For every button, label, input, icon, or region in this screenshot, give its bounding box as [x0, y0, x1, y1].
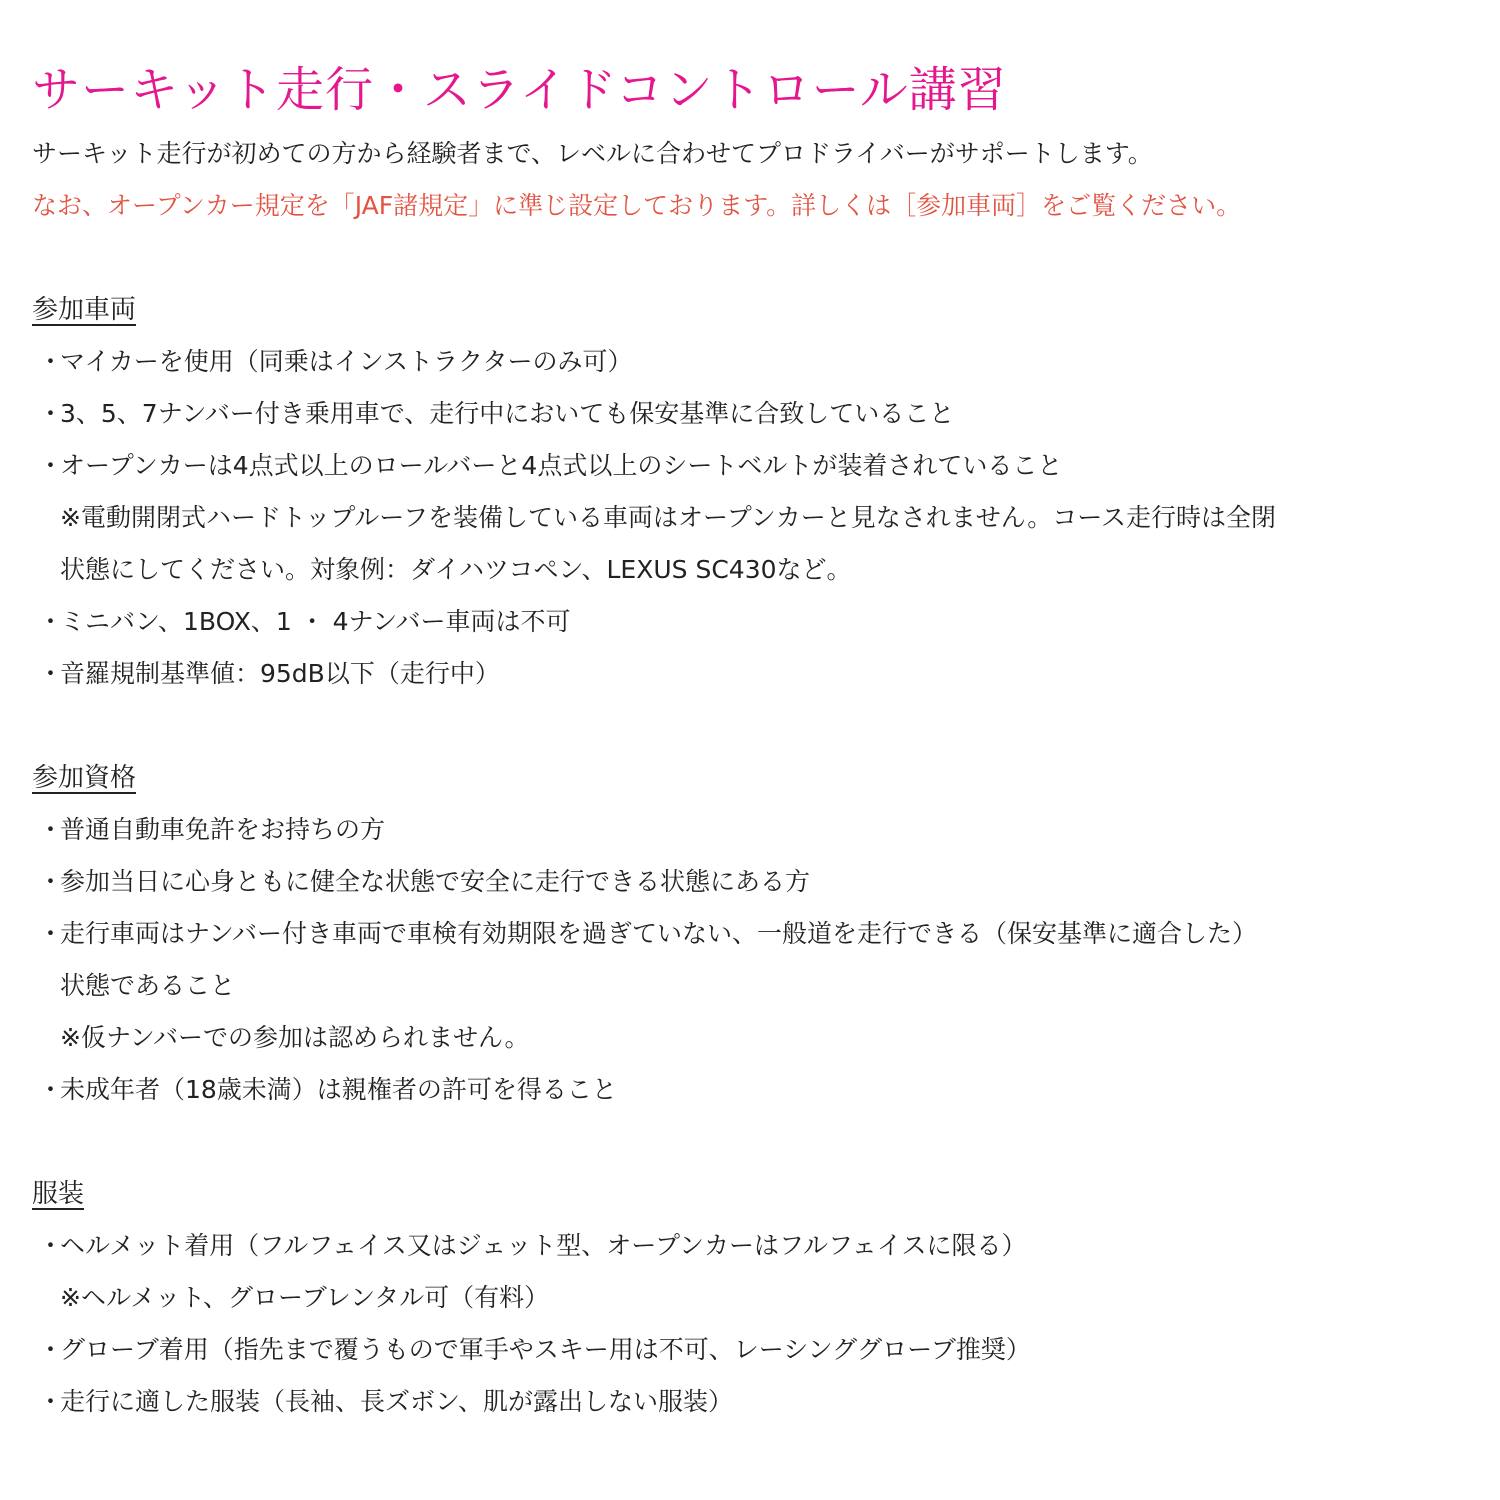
bullet-icon: ・	[38, 1231, 64, 1260]
list-item-text: 走行に適した服装（長袖、長ズボン、肌が露出しない服装）	[60, 1387, 734, 1416]
list-item	[32, 596, 1470, 648]
bullet-icon: ・	[38, 815, 64, 844]
list-item-note: ※電動開閉式ハードトップルーフを装備している車両はオープンカーと見なされません。コース走行時は全閉	[60, 503, 1276, 532]
item-list	[32, 804, 1470, 1116]
list-item-text: 3、5、7ナンバー付き乗用車で、走行中においても保安基準に合致していること	[60, 399, 955, 428]
list-item-text: オープンカーは4点式以上のロールバーと4点式以上のシートベルトが装着されていること	[60, 451, 1063, 480]
list-item	[32, 336, 1470, 388]
bullet-icon: ・	[38, 1335, 64, 1364]
section-heading: 参加車両	[32, 295, 137, 325]
list-item-text: ヘルメット着用（フルフェイス又はジェット型、オープンカーはフルフェイスに限る）	[60, 1231, 1027, 1260]
item-list	[32, 1220, 1470, 1428]
section-heading: 服装	[32, 1179, 85, 1209]
list-item	[32, 440, 1470, 596]
sections-container	[32, 284, 1470, 1428]
list-item-text: 未成年者（18歳未満）は親権者の許可を得ること	[60, 1075, 617, 1104]
list-item-text: 音羅規制基準値：95dB以下（走行中）	[60, 659, 500, 688]
list-item	[32, 1064, 1470, 1116]
bullet-icon: ・	[38, 1387, 64, 1416]
list-item-note: ※ヘルメット、グローブレンタル可（有料）	[60, 1283, 550, 1312]
list-item-text: 普通自動車免許をお持ちの方	[60, 815, 386, 844]
section	[32, 1168, 1470, 1428]
list-item-text: ミニバン、1BOX、1 ・ 4ナンバー車両は不可	[60, 607, 571, 636]
list-item-note: ※仮ナンバーでの参加は認められません。	[60, 1023, 530, 1052]
section	[32, 752, 1470, 1116]
bullet-icon: ・	[38, 451, 64, 480]
list-item-text: 参加当日に心身ともに健全な状態で安全に走行できる状態にある方	[60, 867, 811, 896]
list-item	[32, 908, 1470, 1064]
list-item-text: 走行車両はナンバー付き車両で車検有効期限を過ぎていない、一般道を走行できる（保安基準に適合した）	[60, 919, 1258, 948]
section-heading: 参加資格	[32, 763, 137, 793]
list-item	[32, 856, 1470, 908]
list-item-note: 状態にしてください。対象例：ダイハツコペン、LEXUS SC430など。	[60, 555, 852, 584]
bullet-icon: ・	[38, 919, 64, 948]
list-item	[32, 804, 1470, 856]
list-item	[32, 1376, 1470, 1428]
intro-text: サーキット走行が初めての方から経験者まで、レベルに合わせてプロドライバーがサポートします。	[32, 139, 1153, 168]
list-item-text: グローブ着用（指先まで覆うもので軍手やスキー用は不可、レーシンググローブ推奨）	[60, 1335, 1031, 1364]
bullet-icon: ・	[38, 867, 64, 896]
page-title: サーキット走行・スライドコントロール講習	[32, 62, 1007, 118]
list-item	[32, 648, 1470, 700]
bullet-icon: ・	[38, 399, 64, 428]
notice-text: なお、オープンカー規定を「JAF諸規定」に準じ設定しております。詳しくは［参加車両］をご覧ください。	[32, 191, 1242, 220]
list-item-text: マイカーを使用（同乗はインストラクターのみ可）	[60, 347, 633, 376]
bullet-icon: ・	[38, 607, 64, 636]
bullet-icon: ・	[38, 659, 64, 688]
list-item	[32, 1220, 1470, 1324]
list-item	[32, 1324, 1470, 1376]
list-item-note: 状態であること	[60, 971, 236, 1000]
bullet-icon: ・	[38, 347, 64, 376]
item-list	[32, 336, 1470, 700]
list-item	[32, 388, 1470, 440]
section	[32, 284, 1470, 700]
bullet-icon: ・	[38, 1075, 64, 1104]
